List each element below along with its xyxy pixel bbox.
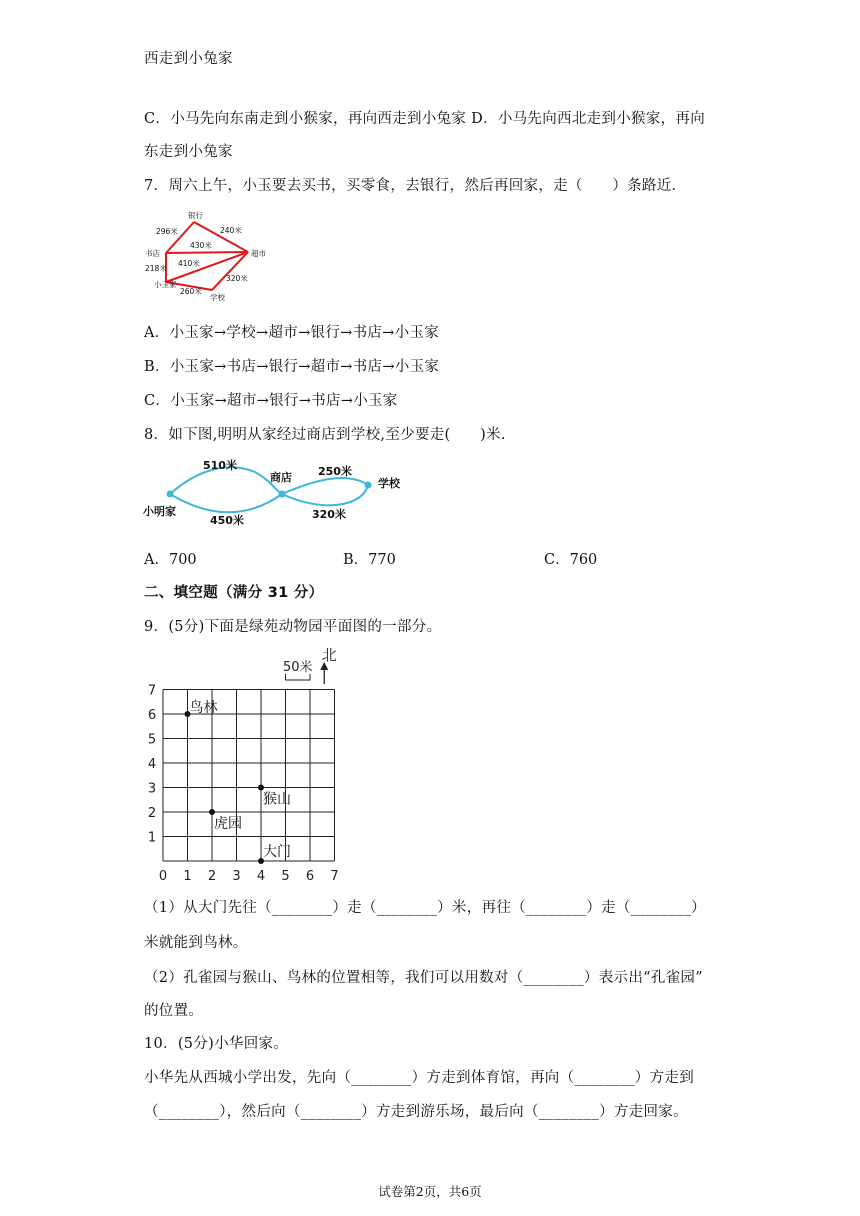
y-tick-label: 5	[147, 732, 157, 748]
q9-sub1-line1: （1）从大门先往（________）走（________）米，再往（________）走（________）	[144, 900, 706, 916]
label-xiaoming-home: 小明家	[143, 505, 176, 518]
q7-route-map	[140, 205, 280, 305]
zoo-grid-map	[140, 640, 360, 885]
distance-510: 510米	[203, 459, 237, 472]
x-tick-label: 7	[330, 869, 339, 884]
q8-option-c: C．760	[544, 552, 598, 568]
q7-stem: 7．周六上午，小玉要去买书，买零食，去银行，然后再回家，走（ ）条路近．	[144, 178, 687, 194]
y-tick-label: 2	[147, 806, 157, 821]
location-label: 大门	[263, 844, 291, 860]
q6-continuation: 西走到小兔家	[144, 51, 233, 67]
y-tick-label: 4	[147, 757, 157, 772]
distance-250: 250米	[318, 465, 352, 478]
x-tick-label: 3	[232, 869, 241, 884]
q9-sub2-line2: 的位置。	[144, 1003, 204, 1019]
distance-school-supermarket: 320米	[226, 274, 248, 283]
label-school: 学校	[210, 293, 225, 302]
location-label: 虎园	[214, 816, 242, 832]
x-tick-label: 1	[183, 869, 192, 884]
label-shop: 商店	[270, 471, 292, 484]
q8-option-a: A．700	[144, 552, 197, 568]
y-tick-label: 7	[147, 683, 157, 699]
distance-450: 450米	[210, 514, 244, 527]
q10-line1: 小华先从西城小学出发，先向（________）方走到体育馆，再向（________）方走到	[144, 1070, 694, 1086]
q9-sub1-line2: 米就能到鸟林。	[144, 935, 248, 951]
q6-options-cd: C．小马先向东南走到小猴家，再向西走到小兔家 D．小马先向西北走到小猴家，再向	[144, 111, 706, 127]
x-tick-label: 5	[281, 869, 290, 884]
distance-320: 320米	[312, 508, 346, 521]
x-tick-label: 6	[305, 869, 315, 884]
distance-home-supermarket: 410米	[178, 259, 200, 268]
q7-option-b: B．小玉家→书店→银行→超市→书店→小玉家	[144, 359, 440, 375]
distance-store-bank: 296米	[156, 227, 178, 236]
distance-store-supermarket: 430米	[190, 241, 212, 250]
location-point	[209, 809, 215, 815]
location-label: 鸟林	[189, 700, 218, 716]
label-supermarket: 超市	[251, 249, 266, 258]
label-school: 学校	[378, 477, 400, 490]
distance-bank-supermarket: 240米	[220, 226, 242, 235]
q8-route-map	[140, 452, 400, 532]
q10-stem: 10．(5分)小华回家。	[144, 1036, 289, 1052]
distance-store-home: 218米	[145, 264, 167, 273]
q9-sub2-line1: （2）孔雀园与猴山、鸟林的位置相等，我们可以用数对（________）表示出“孔雀园”	[144, 970, 703, 986]
x-tick-label: 2	[207, 869, 217, 884]
q7-option-a: A．小玉家→学校→超市→银行→书店→小玉家	[144, 325, 440, 341]
x-tick-label: 0	[158, 869, 168, 884]
q8-stem: 8．如下图,明明从家经过商店到学校,至少要走( )米.	[144, 427, 506, 443]
page-footer: 试卷第2页，共6页	[378, 1184, 482, 1199]
x-tick-label: 4	[256, 869, 266, 884]
q6-continuation-2: 东走到小兔家	[144, 144, 233, 160]
scale-label: 50米	[282, 660, 313, 675]
y-tick-label: 6	[147, 708, 157, 723]
q10-line2: （________），然后向（________）方走到游乐场，最后向（________）方走回家。	[144, 1104, 688, 1120]
label-bank: 银行	[188, 211, 203, 220]
distance-home-school: 260米	[180, 287, 202, 296]
y-tick-label: 1	[147, 830, 157, 846]
north-label: 北	[321, 646, 337, 664]
location-label: 猴山	[263, 791, 291, 808]
label-home: 小玉家	[154, 280, 177, 289]
q8-option-b: B．770	[343, 552, 396, 568]
location-point	[258, 785, 264, 791]
label-store: 书店	[145, 249, 160, 258]
q7-option-c: C．小玉家→超市→银行→书店→小玉家	[144, 393, 398, 409]
section-heading: 二、填空题（满分 31 分）	[144, 585, 324, 601]
q9-stem: 9．(5分)下面是绿苑动物园平面图的一部分。	[144, 619, 442, 635]
y-tick-label: 3	[147, 781, 157, 797]
